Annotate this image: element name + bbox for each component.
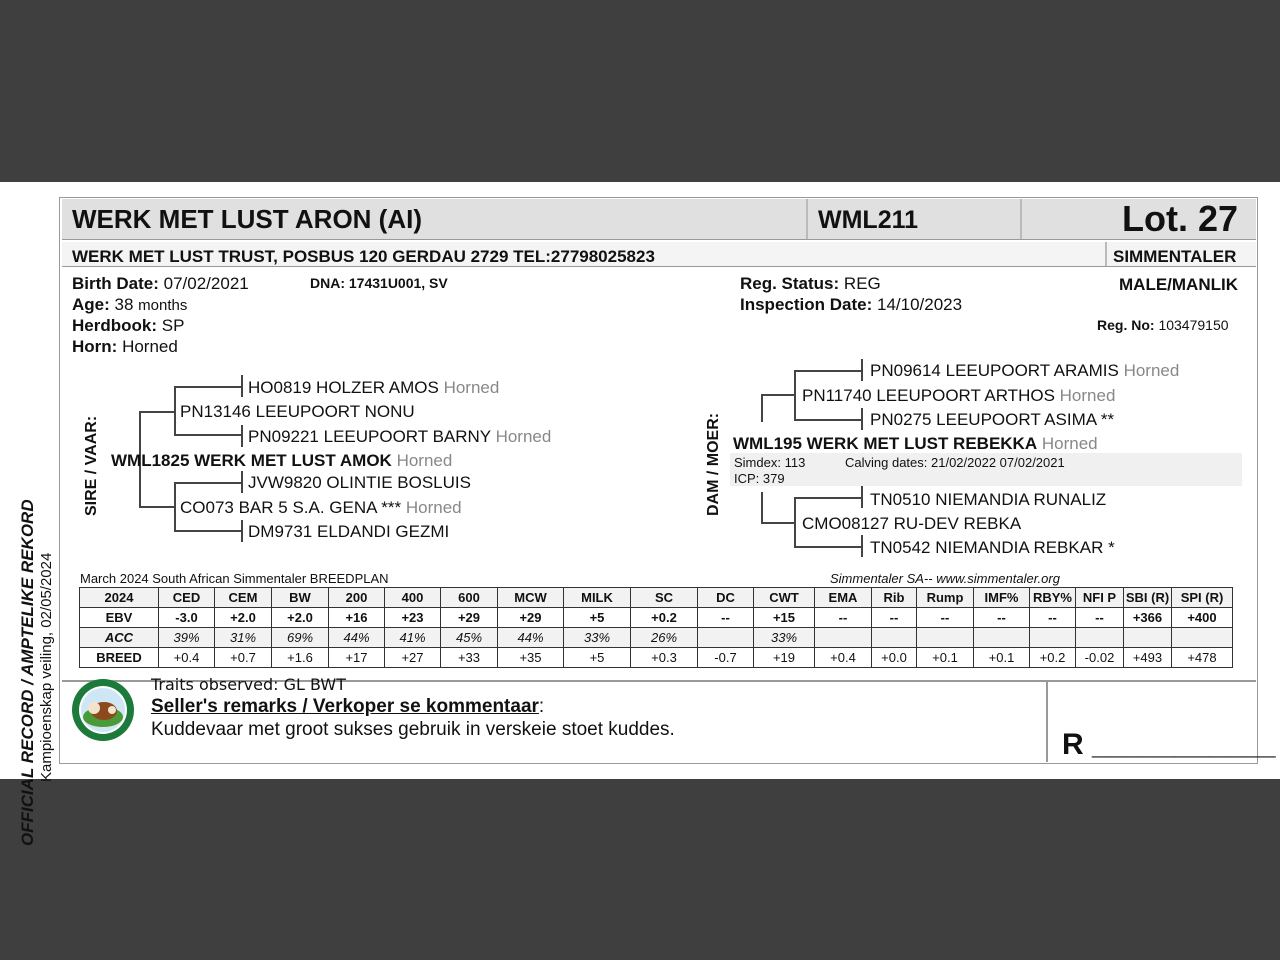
ebv-cell: 44% [329, 628, 385, 648]
ebv-cell [872, 628, 917, 648]
ebv-cell: 400 [385, 588, 441, 608]
dam-simdex: Simdex: 113 [734, 455, 806, 470]
ebv-cell: MCW [498, 588, 564, 608]
official-record-label: OFFICIAL RECORD / AMPTELIKE REKORD [18, 499, 37, 846]
ebv-table [79, 587, 1233, 668]
ebv-cell: +0.4 [815, 648, 872, 668]
ebv-cell: 33% [754, 628, 815, 648]
simmentaler-logo [70, 677, 136, 743]
sire-gd: CO073 BAR 5 S.A. GENA *** Horned [180, 498, 462, 517]
ebv-row [80, 588, 1233, 608]
animal-name: WERK MET LUST ARON (AI) [72, 204, 422, 234]
ebv-cell: +19 [754, 648, 815, 668]
sire-name: WML1825 WERK MET LUST AMOK Horned [111, 451, 453, 470]
sire-label: SIRE / VAAR: [83, 415, 100, 516]
ebv-cell: 26% [631, 628, 698, 648]
auction-label: Kampioenskap veiling, 02/05/2024 [38, 552, 55, 782]
ebv-cell: +29 [498, 608, 564, 628]
ebv-cell: 69% [272, 628, 329, 648]
ebv-cell: MILK [564, 588, 631, 608]
dam-ggs1: PN09614 LEEUPOORT ARAMIS Horned [870, 361, 1180, 380]
ebv-cell: Rump [917, 588, 974, 608]
ebv-cell [1076, 628, 1124, 648]
dam-ggs2: PN0275 LEEUPOORT ASIMA ** [870, 410, 1115, 429]
ebv-cell: 600 [441, 588, 498, 608]
ebv-row [80, 648, 1233, 668]
ebv-cell: +33 [441, 648, 498, 668]
ebv-cell: Rib [872, 588, 917, 608]
ebv-cell: CEM [215, 588, 272, 608]
animal-code: WML211 [818, 206, 919, 234]
record-sheet [0, 182, 1280, 846]
dam-ggd2: TN0542 NIEMANDIA REBKAR * [870, 538, 1115, 557]
ebv-cell: BW [272, 588, 329, 608]
ebv-cell [917, 628, 974, 648]
ebv-cell: SBI (R) [1124, 588, 1172, 608]
ebv-cell: +0.1 [974, 648, 1030, 668]
sire-ggs2: PN09221 LEEUPOORT BARNY Horned [248, 427, 552, 446]
ebv-cell: +5 [564, 608, 631, 628]
breedplan-site: Simmentaler SA-- www.simmentaler.org [830, 571, 1060, 586]
ebv-cell: +366 [1124, 608, 1172, 628]
birth-date: Birth Date: 07/02/2021 [72, 274, 249, 293]
remarks-text: Kuddevaar met groot sukses gebruik in verskeie stoet kuddes. [151, 719, 675, 740]
ebv-cell: +17 [329, 648, 385, 668]
ebv-cell: SPI (R) [1172, 588, 1233, 608]
dam-icp: ICP: 379 [734, 471, 785, 486]
ebv-cell: 200 [329, 588, 385, 608]
ebv-cell: DC [698, 588, 754, 608]
ebv-cell: +0.4 [159, 648, 215, 668]
ebv-cell [698, 628, 754, 648]
ebv-cell: +478 [1172, 648, 1233, 668]
ebv-cell: SC [631, 588, 698, 608]
ebv-cell: +400 [1172, 608, 1233, 628]
dam-gd: CMO08127 RU-DEV REBKA [802, 514, 1022, 533]
dam-gs: PN11740 LEEUPOORT ARTHOS Horned [802, 386, 1116, 405]
ebv-cell: -- [974, 608, 1030, 628]
price-field: R ___________ [1062, 728, 1276, 761]
ebv-cell [815, 628, 872, 648]
dam-calving-dates: Calving dates: 21/02/2022 07/02/2021 [845, 455, 1065, 470]
ebv-cell: 39% [159, 628, 215, 648]
dam-ggd1: TN0510 NIEMANDIA RUNALIZ [870, 490, 1107, 509]
ebv-cell: ACC [80, 628, 159, 648]
ebv-cell: CED [159, 588, 215, 608]
horn-status: Horn: Horned [72, 337, 178, 356]
sire-ggd1: JVW9820 OLINTIE BOSLUIS [248, 473, 471, 492]
ebv-cell: EBV [80, 608, 159, 628]
lot-number: Lot. 27 [1122, 198, 1239, 239]
remarks-heading: Seller's remarks / Verkoper se kommentaar: [151, 696, 545, 717]
ebv-cell: 41% [385, 628, 441, 648]
ebv-cell: -0.7 [698, 648, 754, 668]
ebv-cell: +0.2 [1030, 648, 1076, 668]
ebv-cell: 31% [215, 628, 272, 648]
ebv-cell: +0.3 [631, 648, 698, 668]
reg-status: Reg. Status: REG [740, 274, 881, 293]
ebv-cell: -- [1030, 608, 1076, 628]
ebv-cell: +35 [498, 648, 564, 668]
breedplan-title: March 2024 South African Simmentaler BREEDPLAN [80, 571, 389, 586]
ebv-cell: +0.2 [631, 608, 698, 628]
ebv-cell: 2024 [80, 588, 159, 608]
ebv-cell: +0.7 [215, 648, 272, 668]
age: Age: 38 months [72, 295, 188, 314]
ebv-cell: -3.0 [159, 608, 215, 628]
ebv-cell: 33% [564, 628, 631, 648]
ebv-cell: -- [698, 608, 754, 628]
ebv-row [80, 608, 1233, 628]
ebv-cell: +27 [385, 648, 441, 668]
ebv-cell: NFI P [1076, 588, 1124, 608]
ebv-cell: 44% [498, 628, 564, 648]
ebv-cell: +493 [1124, 648, 1172, 668]
traits-observed: Traits observed: GL BWT [151, 675, 346, 694]
ebv-cell [1172, 628, 1233, 648]
ebv-cell [1030, 628, 1076, 648]
ebv-cell: -- [1076, 608, 1124, 628]
owner-text: WERK MET LUST TRUST, POSBUS 120 GERDAU 2729 TEL:27798025823 [72, 247, 655, 266]
ebv-cell: +5 [564, 648, 631, 668]
sire-gs: PN13146 LEEUPOORT NONU [180, 402, 415, 421]
dam-name: WML195 WERK MET LUST REBEKKA Horned [733, 434, 1098, 453]
ebv-cell: CWT [754, 588, 815, 608]
ebv-cell: +1.6 [272, 648, 329, 668]
sex-label: MALE/MANLIK [1119, 275, 1238, 294]
ebv-cell: +2.0 [272, 608, 329, 628]
ebv-cell: -- [917, 608, 974, 628]
ebv-cell: IMF% [974, 588, 1030, 608]
ebv-cell: -- [815, 608, 872, 628]
breed-text: SIMMENTALER [1113, 247, 1237, 266]
ebv-cell: +23 [385, 608, 441, 628]
dam-label: DAM / MOER: [705, 412, 722, 516]
ebv-cell [1124, 628, 1172, 648]
ebv-cell [974, 628, 1030, 648]
ebv-row [80, 628, 1233, 648]
ebv-cell: EMA [815, 588, 872, 608]
ebv-cell: +2.0 [215, 608, 272, 628]
ebv-cell: +29 [441, 608, 498, 628]
reg-number: Reg. No: 103479150 [1097, 317, 1229, 333]
ebv-cell: +16 [329, 608, 385, 628]
ebv-cell: -0.02 [1076, 648, 1124, 668]
inspection-date: Inspection Date: 14/10/2023 [740, 295, 963, 314]
ebv-cell: -- [872, 608, 917, 628]
ebv-cell: +15 [754, 608, 815, 628]
ebv-cell: 45% [441, 628, 498, 648]
herdbook: Herdbook: SP [72, 316, 185, 335]
ebv-cell: +0.0 [872, 648, 917, 668]
dna-info: DNA: 17431U001, SV [310, 275, 448, 291]
ebv-cell: RBY% [1030, 588, 1076, 608]
sire-ggd2: DM9731 ELDANDI GEZMI [248, 522, 450, 541]
ebv-cell: BREED [80, 648, 159, 668]
ebv-cell: +0.1 [917, 648, 974, 668]
sire-ggs1: HO0819 HOLZER AMOS Horned [248, 378, 500, 397]
